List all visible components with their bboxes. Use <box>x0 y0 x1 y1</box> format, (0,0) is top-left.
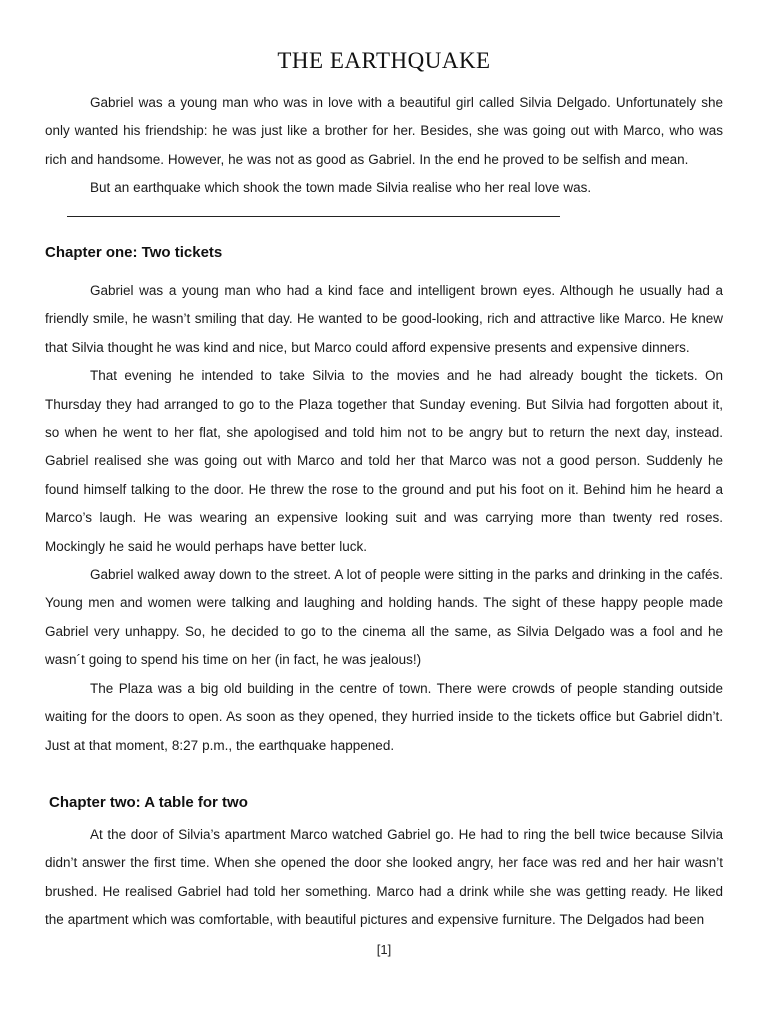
chapter-one-heading: Chapter one: Two tickets <box>45 244 223 261</box>
section-divider <box>67 216 560 217</box>
document-title: THE EARTHQUAKE <box>277 48 491 73</box>
chapter-two-heading: Chapter two: A table for two <box>49 794 248 811</box>
chapter-two-body <box>45 821 723 935</box>
intro-section <box>45 89 723 203</box>
body-paragraph: Gabriel was a young man who had a kind face and intelligent brown eyes. Although he usually had a friendly smile, he wasn’t smiling that day. He wanted to be good-looking, rich and attractive like Marco. He knew that Silvia thought he was kind and nice, but Marco could afford expensive presents and expensive dinners. <box>45 283 723 355</box>
body-paragraph: Gabriel walked away down to the street. A lot of people were sitting in the parks and drinking in the cafés. Young men and women were talking and laughing and holding hands. The sight of these happy people made Gabriel very unhappy. So, he decided to go to the cinema all the same, as Silvia Delgado was a fool and he wasn´t going to spend his time on her (in fact, he was jealous!) <box>45 567 723 668</box>
page-number: [1] <box>376 942 392 957</box>
chapter-one-body <box>45 277 723 760</box>
body-paragraph: That evening he intended to take Silvia to the movies and he had already bought the tickets. On Thursday they had arranged to go to the Plaza together that Sunday evening. But Silvia had forgotten about it, so when he went to her flat, she apologised and told him not to be angry but to return the next day, instead. Gabriel realised she was going out with Marco and told her that Marco was not a good person. Suddenly he found himself talking to the door. He threw the rose to the ground and put his foot on it. Behind him he heard a Marco’s laugh. He was wearing an expensive looking suit and was carrying more than twenty red roses. Mockingly he said he would perhaps have better luck. <box>45 368 723 554</box>
intro-paragraph: Gabriel was a young man who was in love with a beautiful girl called Silvia Delgado. Unfortunately she only wanted his friendship: he was just like a brother for her. Besides, she was going out with Marco, who was rich and handsome. However, he was not as good as Gabriel. In the end he proved to be selfish and mean. <box>45 95 723 167</box>
intro-paragraph: But an earthquake which shook the town made Silvia realise who her real love was. <box>90 180 592 196</box>
body-paragraph: At the door of Silvia’s apartment Marco watched Gabriel go. He had to ring the bell twice because Silvia didn’t answer the first time. When she opened the door she looked angry, her face was red and her hair wasn’t brushed. He realised Gabriel had told her something. Marco had a drink while she was getting ready. He liked the apartment which was comfortable, with beautiful pictures and expensive furniture. The Delgados had been <box>45 827 723 928</box>
body-paragraph: The Plaza was a big old building in the centre of town. There were crowds of people standing outside waiting for the doors to open. As soon as they opened, they hurried inside to the tickets office but Gabriel didn’t. Just at that moment, 8:27 p.m., the earthquake happened. <box>45 680 723 753</box>
